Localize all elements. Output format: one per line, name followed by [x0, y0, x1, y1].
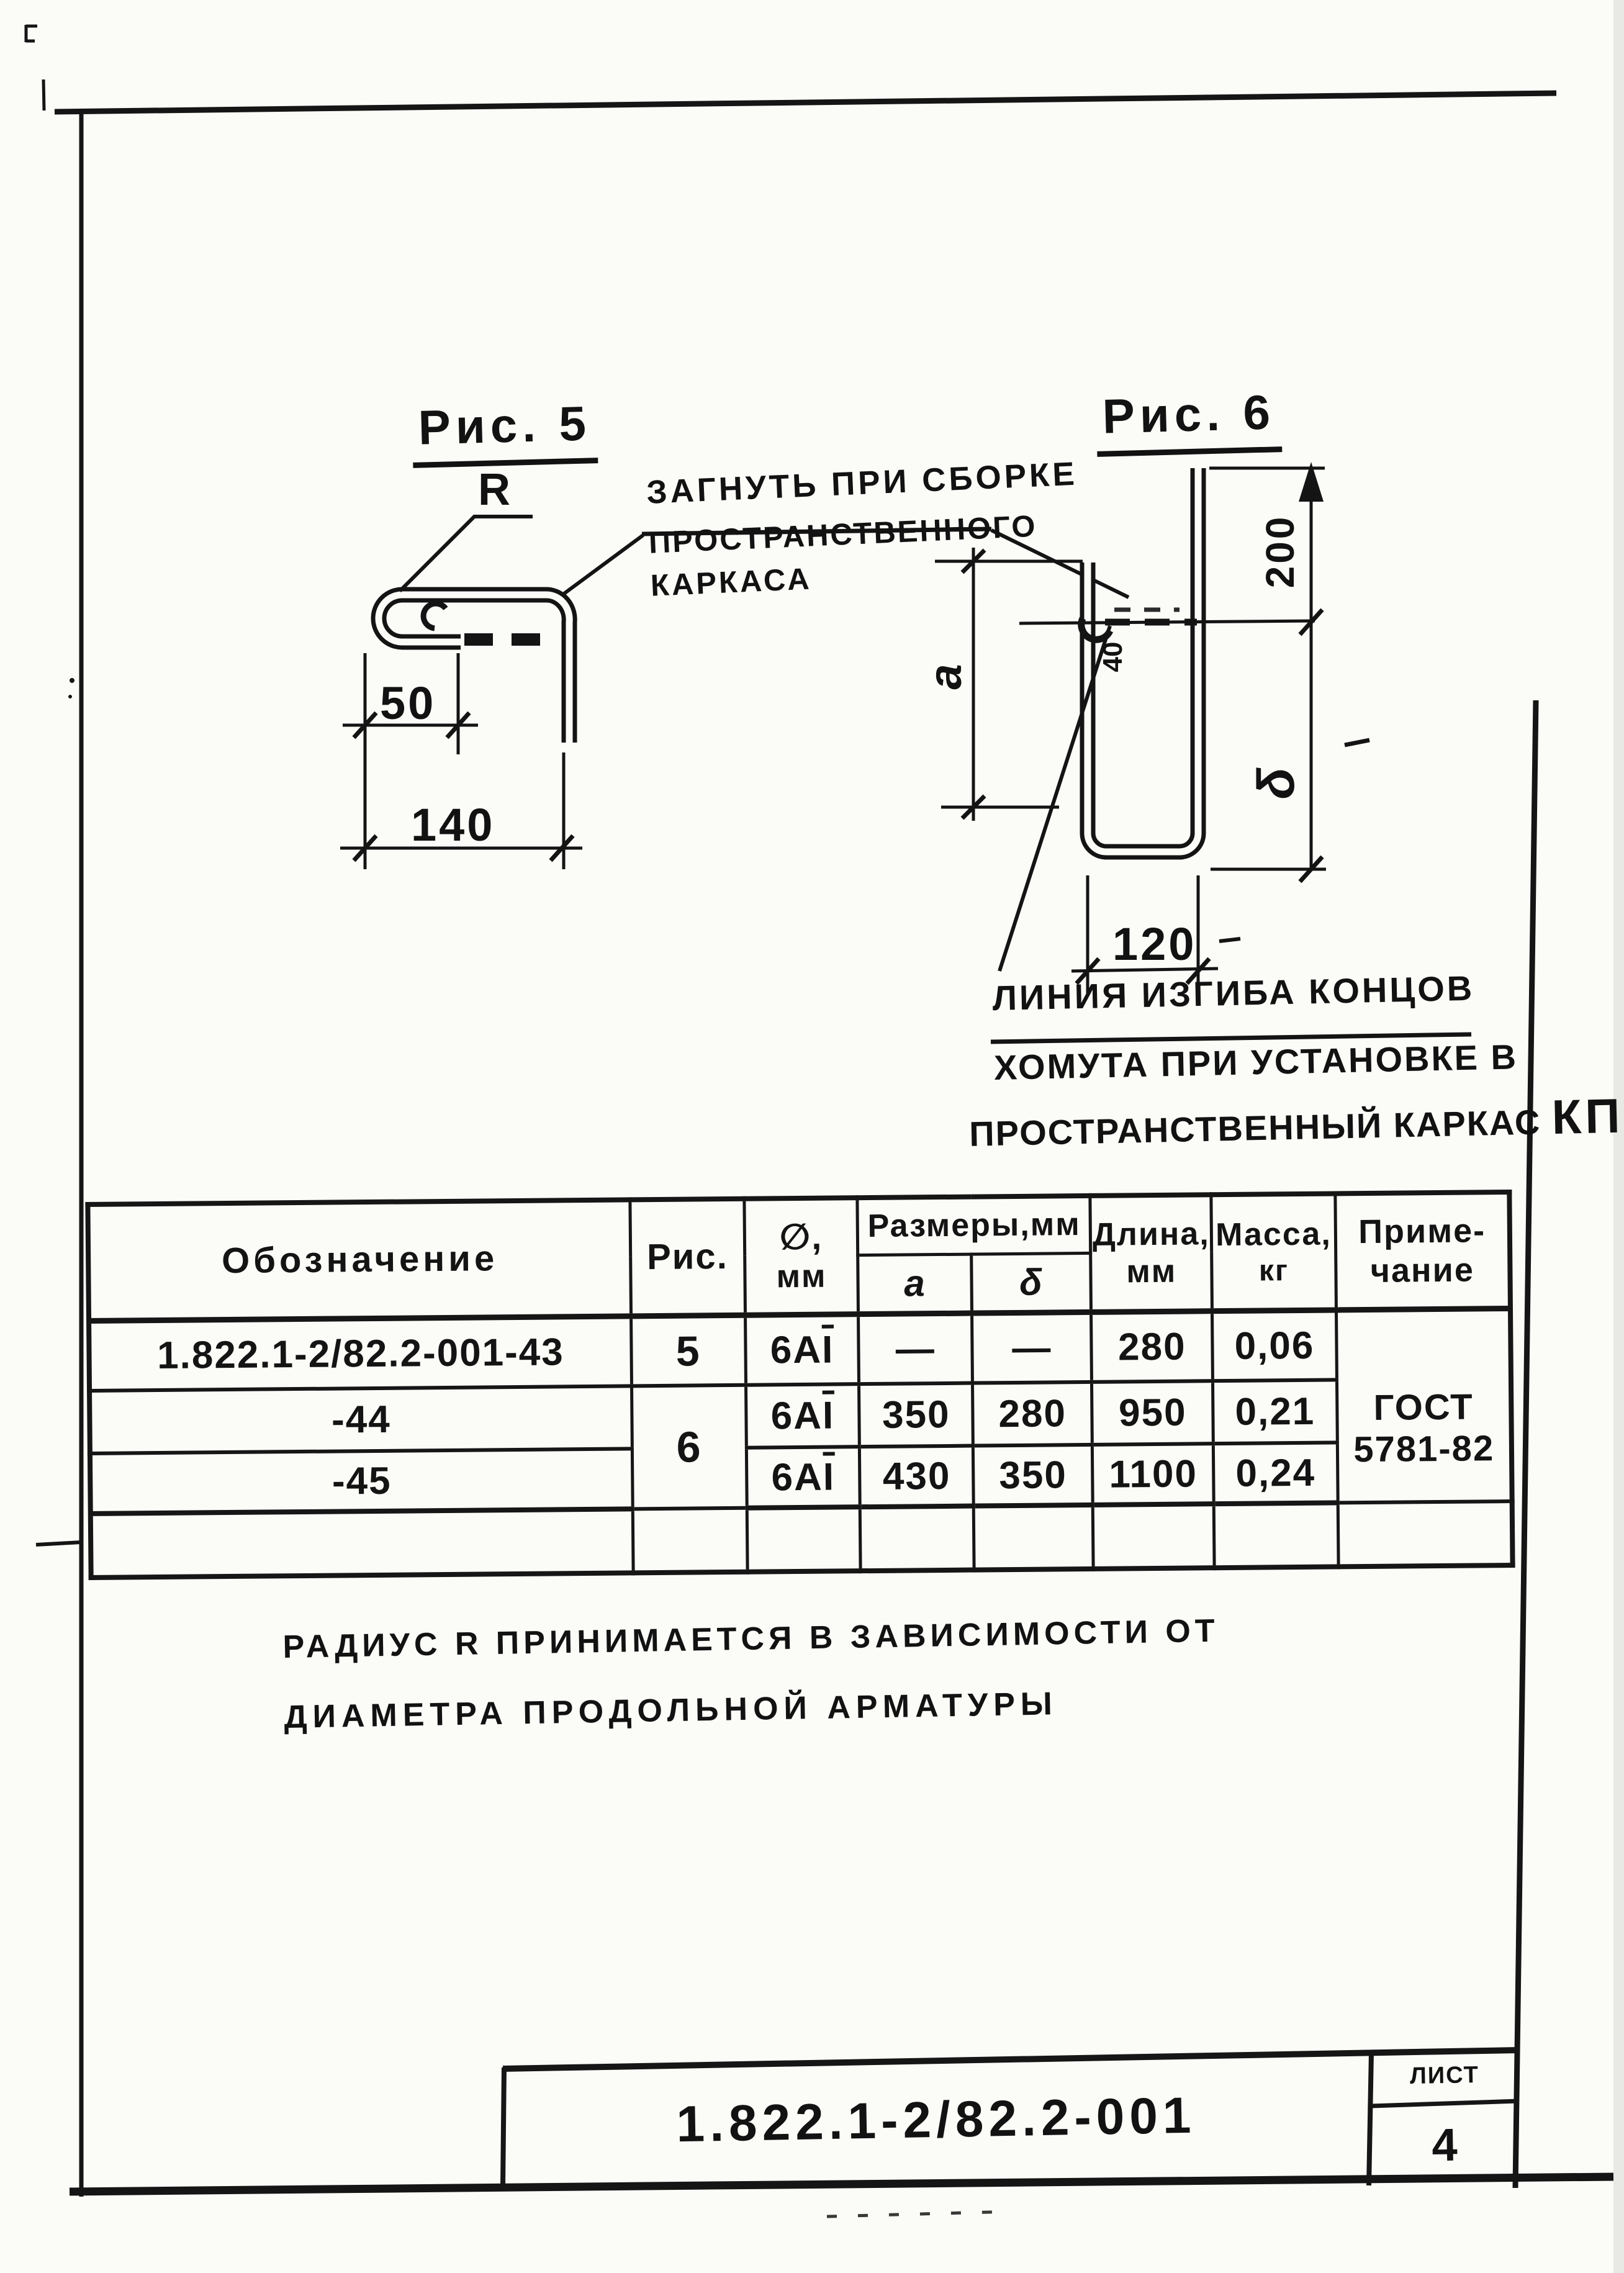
cell-length: 280: [1091, 1311, 1213, 1382]
table-row: [89, 1309, 1511, 1391]
annotation-bend-kp: КП: [1551, 1088, 1624, 1145]
cell-size-a: —: [859, 1313, 973, 1384]
title-block-sheet-label: ЛИСТ: [1409, 2062, 1480, 2089]
radius-note-line1: РАДИУС R ПРИНИМАЕТСЯ В ЗАВИСИМОСТИ ОТ: [282, 1612, 1220, 1665]
fig6-title: Рис. 6: [1096, 384, 1283, 457]
title-block-code: 1.822.1-2/82.2-001: [675, 2087, 1197, 2153]
radius-note: [282, 1611, 1220, 1738]
cell-note-line2: 5781-82: [1353, 1427, 1495, 1470]
col-header-fig: Рис.: [630, 1199, 745, 1316]
col-header-sizes: Размеры,мм: [857, 1196, 1091, 1255]
radius-note-line2: ДИАМЕТРА ПРОДОЛЬНОЙ АРМАТУРЫ: [284, 1685, 1058, 1735]
cell-empty: [1093, 1504, 1215, 1569]
cell-empty: [1214, 1503, 1338, 1568]
cell-diameter: $6А\overline{I}$: [746, 1384, 860, 1448]
cell-size-b: —: [972, 1312, 1092, 1383]
cell-empty: [1338, 1501, 1513, 1566]
annotation-assembly-line2: ПРОСТРАНСТВЕННОГО: [647, 509, 1038, 560]
cell-length: 950: [1092, 1381, 1214, 1445]
annotation-assembly: [646, 453, 1083, 605]
fig6-dim-120: 120: [1112, 918, 1197, 970]
cell-fig-merged: 6: [631, 1385, 747, 1509]
col-header-note: [1335, 1192, 1510, 1310]
col-header-diameter-symbol: ∅,: [779, 1216, 823, 1258]
fig5-dim-140: 140: [411, 799, 495, 851]
col-header-note-line1: Приме-: [1358, 1212, 1486, 1251]
cell-empty: [747, 1507, 861, 1572]
annotation-bend-line1: ЛИНИЯ ИЗГИБА КОНЦОВ: [992, 968, 1475, 1018]
col-header-diameter: [744, 1198, 859, 1315]
cell-size-a: 350: [859, 1383, 973, 1447]
col-header-mass: [1211, 1193, 1336, 1311]
table-row-empty: [91, 1501, 1513, 1578]
cell-designation: 1.822.1-2/82.2-001-43: [89, 1316, 631, 1391]
cell-mass: 0,21: [1213, 1380, 1337, 1444]
fig6-dim-a: a: [919, 664, 971, 690]
fig6-dim-40: 40: [1098, 641, 1128, 672]
cell-empty: [860, 1506, 975, 1571]
annotation-assembly-line1: ЗАГНУТЬ ПРИ СБОРКЕ: [646, 455, 1078, 511]
cell-diameter: $6А\overline{I}$: [746, 1447, 860, 1508]
cell-size-b: 280: [973, 1382, 1093, 1446]
cell-note-line1: ГОСТ: [1373, 1386, 1474, 1428]
fig5-title: Рис. 5: [412, 395, 598, 468]
annotation-bend-line2: ХОМУТА ПРИ УСТАНОВКЕ В: [993, 1036, 1518, 1087]
cell-designation: -44: [89, 1386, 632, 1453]
cell-note-merged: [1336, 1309, 1512, 1503]
cell-empty: [91, 1509, 633, 1578]
parts-table: [85, 1190, 1515, 1580]
col-header-note-line2: чание: [1370, 1251, 1475, 1290]
cell-fig: 5: [631, 1315, 746, 1386]
col-header-length-line1: Длина,: [1092, 1215, 1210, 1253]
col-header-diameter-unit: мм: [776, 1258, 827, 1295]
title-block-sheet-number: 4: [1431, 2118, 1458, 2171]
cell-size-b: 350: [973, 1445, 1093, 1506]
fig6-dim-delta: δ: [1246, 767, 1305, 800]
cell-empty: [633, 1508, 747, 1573]
cell-mass: 0,06: [1212, 1310, 1337, 1381]
annotation-assembly-line3: КАРКАСА: [649, 562, 813, 603]
annotation-bend-line: [968, 963, 1624, 1160]
fig6-dim-200: 200: [1258, 514, 1302, 589]
col-header-length-line2: мм: [1126, 1253, 1177, 1290]
cell-size-a: 430: [860, 1446, 974, 1507]
col-header-mass-line2: кг: [1258, 1254, 1289, 1288]
cell-length: 1100: [1093, 1444, 1214, 1505]
col-header-length: [1090, 1195, 1212, 1312]
cell-mass: 0,24: [1214, 1442, 1338, 1504]
col-header-designation: Обозначение: [88, 1200, 631, 1321]
table-row: [89, 1378, 1512, 1453]
col-header-size-b: δ: [972, 1253, 1091, 1313]
cell-diameter: $6А\overline{I}$: [745, 1314, 859, 1385]
col-header-size-a: a: [858, 1254, 972, 1314]
cell-empty: [974, 1505, 1094, 1570]
fig5-radius-label: R: [478, 465, 510, 515]
annotation-bend-line3-text: ПРОСТРАНСТВЕННЫЙ КАРКАС: [968, 1102, 1541, 1154]
col-header-mass-line1: Масса,: [1215, 1216, 1332, 1254]
cell-designation: -45: [90, 1448, 633, 1514]
fig5-dim-50: 50: [380, 677, 436, 729]
parts-table-wrapper: [85, 1190, 1515, 1580]
